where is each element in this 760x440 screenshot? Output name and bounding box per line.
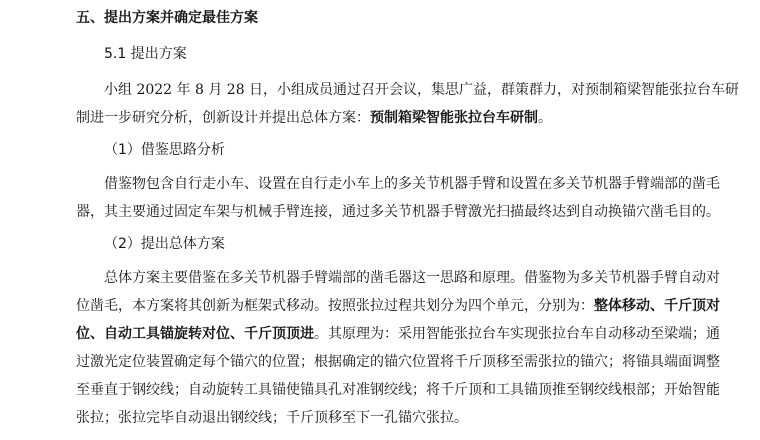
part2-line-2-text: 位凿毛，本方案将其创新为框架式移动。按照张拉过程共划分为四个单元，分别为： bbox=[76, 298, 594, 314]
part2-units-highlight-1: 整体移动、千斤顶对 bbox=[594, 298, 720, 314]
part2-line-5: 至垂直于钢绞线；自动旋转工具锚使锚具孔对准钢绞线；将千斤顶和工具锚顶推至钢绞线根部；开始智能 bbox=[76, 382, 720, 398]
intro-line-2-end: 。 bbox=[538, 110, 552, 126]
part2-line-6: 张拉；张拉完毕自动退出钢绞线；千斤顶移至下一孔锚穴张拉。 bbox=[76, 410, 468, 426]
part2-line-4: 过激光定位装置确定每个锚穴的位置；根据确定的锚穴位置将千斤顶移至需张拉的锚穴；将锚具端面调整 bbox=[76, 354, 720, 370]
intro-line-2 bbox=[76, 108, 552, 128]
subsection-title: 5.1 提出方案 bbox=[104, 46, 187, 62]
part1-line-2: 器，其主要通过固定车架与机械手臂连接，通过多关节机器手臂激光扫描最终达到自动换锚穴凿毛目的。 bbox=[76, 204, 720, 220]
intro-line-1: 小组 2022 年 8 月 28 日，小组成员通过召开会议，集思广益，群策群力，对预制箱梁智能张拉台车研 bbox=[104, 82, 740, 98]
part1-title: （1）借鉴思路分析 bbox=[104, 142, 225, 158]
part2-line-3-text: 。其原理为：采用智能张拉台车实现张拉台车自动移动至梁端；通 bbox=[314, 326, 720, 342]
intro-project-name: 预制箱梁智能张拉台车研制 bbox=[370, 110, 538, 126]
part2-units-highlight-2: 位、自动工具锚旋转对位、千斤顶顶进 bbox=[76, 326, 314, 342]
part2-line-3 bbox=[76, 324, 720, 344]
part2-title: （2）提出总体方案 bbox=[104, 236, 225, 252]
part1-line-1: 借鉴物包含自行走小车、设置在自行走小车上的多关节机器手臂和设置在多关节机器手臂端部的凿毛 bbox=[104, 176, 720, 192]
intro-line-2-text: 制进一步研究分析，创新设计并提出总体方案： bbox=[76, 110, 370, 126]
part2-line-1: 总体方案主要借鉴在多关节机器手臂端部的凿毛器这一思路和原理。借鉴物为多关节机器手臂自动对 bbox=[104, 270, 720, 286]
part2-line-2 bbox=[76, 296, 720, 316]
section-title: 五、提出方案并确定最佳方案 bbox=[76, 10, 258, 26]
